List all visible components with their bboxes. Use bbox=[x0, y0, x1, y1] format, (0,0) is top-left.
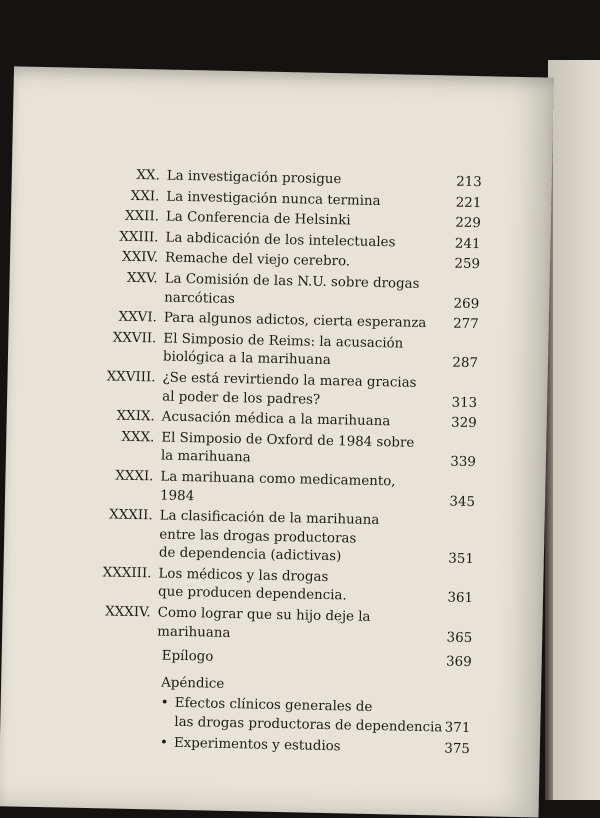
page-number: 287 bbox=[452, 355, 479, 372]
page-number: 375 bbox=[444, 741, 471, 757]
page-number: 361 bbox=[447, 591, 474, 607]
chapter-number: XXVII. bbox=[112, 330, 157, 347]
book-page bbox=[0, 66, 554, 817]
entry-title-line: Experimentos y estudios bbox=[173, 735, 341, 754]
page-number: 241 bbox=[454, 236, 481, 252]
entry-title bbox=[160, 468, 431, 511]
entry-title bbox=[161, 429, 432, 472]
entry-title bbox=[159, 508, 430, 569]
page-number: 339 bbox=[450, 454, 477, 471]
page-number: 345 bbox=[449, 494, 476, 510]
apendice-item-title bbox=[160, 734, 444, 759]
facing-page bbox=[548, 60, 600, 800]
entry-title-line: La investigación nunca termina bbox=[166, 189, 381, 209]
page-number: 221 bbox=[455, 195, 482, 211]
page-number: 371 bbox=[444, 720, 471, 737]
entry-title-line: ¿Se está revirtiendo la marea gracias bbox=[162, 370, 417, 391]
table-of-contents bbox=[0, 162, 482, 759]
entry-title-line: Para algunos adictos, cierta esperanza bbox=[163, 310, 427, 332]
page-number: 259 bbox=[454, 256, 481, 273]
entry-title-line: El Simposio de Reims: la acusación bbox=[163, 331, 404, 352]
entry-title-line: narcóticas bbox=[164, 290, 235, 307]
entry-title bbox=[157, 605, 428, 648]
entry-title-line: La marihuana como medicamento, 1984 bbox=[159, 469, 396, 504]
chapter-number: XXIX. bbox=[116, 408, 155, 425]
page-number: 329 bbox=[450, 415, 477, 432]
entry-title bbox=[164, 271, 435, 314]
entry-title bbox=[163, 330, 434, 373]
entry-title-line: El Simposio de Oxford de 1984 sobre bbox=[161, 430, 415, 451]
entry-title-line: al poder de los padres? bbox=[162, 389, 321, 408]
entry-title-line: Efectos clínicos generales de bbox=[174, 696, 373, 716]
toc-entry bbox=[2, 601, 473, 648]
chapter-number: XXII. bbox=[124, 208, 160, 225]
bullet-icon: • bbox=[160, 695, 169, 712]
entry-title-line: las drogas productoras de dependencia bbox=[174, 714, 443, 736]
epilogo-title: Epílogo bbox=[161, 648, 214, 665]
entry-title-line: La abdicación de los intelectuales bbox=[165, 230, 396, 251]
bullet-icon: • bbox=[159, 735, 168, 751]
entry-title-line: entre las drogas productoras bbox=[159, 527, 357, 547]
chapter-number: XX. bbox=[136, 167, 160, 184]
entry-title-line: Los médicos y las drogas bbox=[158, 566, 329, 585]
page-number: 351 bbox=[448, 551, 474, 568]
chapter-number: XXX. bbox=[121, 429, 155, 446]
entry-title-line: La investigación prosigue bbox=[166, 168, 342, 188]
page-number: 277 bbox=[453, 316, 479, 333]
apendice-item-title bbox=[160, 695, 445, 738]
entry-title-line: La clasificación de la marihuana bbox=[159, 508, 380, 529]
chapter-number: XXI. bbox=[130, 188, 160, 205]
entry-title bbox=[158, 565, 429, 608]
entry-title-line: la marihuana bbox=[160, 448, 251, 466]
chapter-number: XXIV. bbox=[121, 250, 159, 266]
entry-title-line: que producen dependencia. bbox=[157, 584, 347, 604]
page-number: 369 bbox=[445, 654, 472, 671]
chapter-number: XXXIV. bbox=[105, 604, 151, 621]
chapter-number: XXVI. bbox=[118, 309, 157, 326]
page-number: 213 bbox=[456, 174, 482, 191]
entry-title-line: de dependencia (adictivas) bbox=[158, 545, 342, 565]
entry-title bbox=[162, 369, 433, 412]
page-number: 269 bbox=[453, 296, 480, 312]
page-number: 365 bbox=[446, 630, 473, 646]
toc-epilogo bbox=[2, 644, 472, 672]
chapter-number: XXXIII. bbox=[102, 565, 152, 582]
chapter-number: XXVIII. bbox=[106, 369, 156, 386]
entry-title-line: biológica a la marihuana bbox=[162, 349, 331, 369]
entry-title-line: La Comisión de las N.U. sobre drogas bbox=[164, 271, 420, 292]
chapter-number: XXV. bbox=[126, 270, 158, 287]
chapter-number: XXIII. bbox=[119, 229, 159, 246]
entry-title-line: Acusación médica a la marihuana bbox=[161, 409, 391, 430]
toc-entry bbox=[4, 504, 475, 570]
page-number: 313 bbox=[451, 395, 478, 411]
entry-title-line: Remache del viejo cerebro. bbox=[164, 250, 351, 270]
chapter-number: XXXII. bbox=[109, 507, 153, 524]
page-number: 229 bbox=[455, 215, 482, 232]
apendice-title: Apéndice bbox=[161, 675, 225, 692]
chapter-number: XXXI. bbox=[115, 468, 154, 485]
entry-title-line: La Conferencia de Helsinki bbox=[165, 209, 351, 229]
entry-title-line: Como lograr que su hijo deje la marihuana bbox=[157, 605, 371, 641]
